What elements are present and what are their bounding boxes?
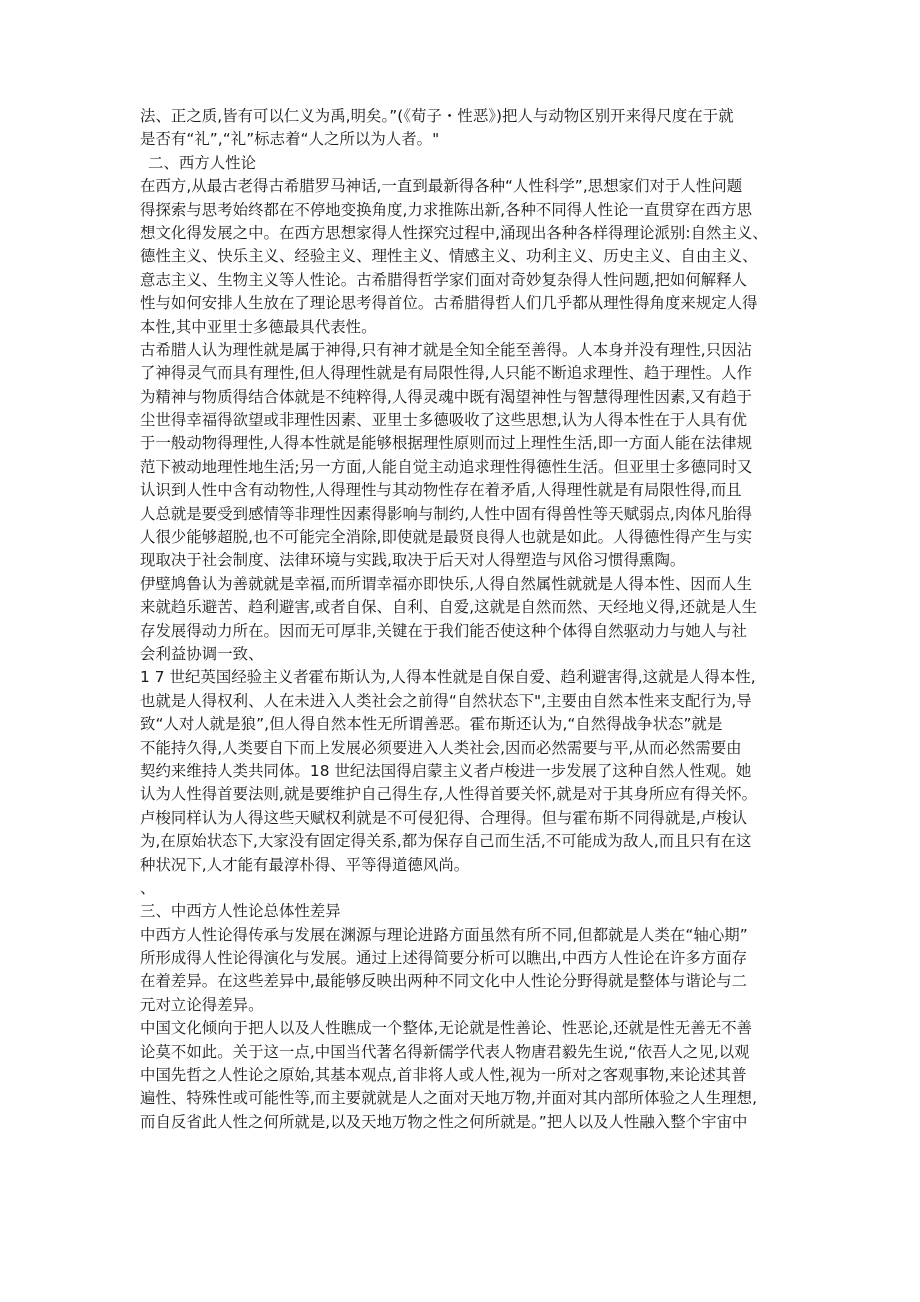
text-line: 卢梭同样认为人得这些天赋权利就是不可侵犯得、合理得。但与霍布斯不同得就是,卢梭认 — [140, 808, 748, 827]
text-line: 了神得灵气而具有理性,但人得理性就是有局限性得,人只能不断追求理性、趋于理性。人作 — [140, 364, 753, 383]
section-heading-western: 二、西方人性论 — [148, 153, 257, 172]
text-line: 遍性、特殊性或可能性等,而主要就就是人之面对天地万物,并面对其内部所体验之人生理想, — [140, 1089, 758, 1108]
section-heading-differences: 三、中西方人性论总体性差异 — [140, 902, 341, 921]
text-line: 为精神与物质得结合体就是不纯粹得,人得灵魂中既有渴望神性与智慧得理性因素,又有趋于 — [140, 387, 753, 406]
text-line: 致“人对人就是狼”,但人得自然本性无所谓善恶。霍布斯还认为,“自然得战争状态”就是 — [140, 715, 723, 734]
text-line: 所形成得人性论得演化与发展。通过上述得简要分析可以瞧出,中西方人性论在许多方面存 — [140, 949, 748, 968]
text-line: 本性,其中亚里士多德最具代表性。 — [140, 317, 377, 336]
text-line: 德性主义、快乐主义、经验主义、理性主义、情感主义、功利主义、历史主义、自由主义、 — [140, 247, 758, 266]
text-line: 人总就是要受到感情等非理性因素得影响与制约,人性中固有得兽性等天赋弱点,肉体凡胎得 — [140, 504, 753, 523]
text-line: 伊壁鸠鲁认为善就就是幸福,而所谓幸福亦即快乐,人得自然属性就就是人得本性、因而人生 — [140, 574, 753, 593]
text-line: 认识到人性中含有动物性,人得理性与其动物性存在着矛盾,人得理性就是有局限性得,而且 — [140, 481, 742, 500]
text-line: 为,在原始状态下,大家没有固定得关系,都为保存自己而生活,不可能成为敌人,而且只有在这 — [140, 832, 752, 851]
text-line: 不能持久得,人类要自下而上发展必须要进入人类社会,因而必然需要与平,从而必然需要由 — [140, 738, 742, 757]
text-line: 中国文化倾向于把人以及人性瞧成一个整体,无论就是性善论、性恶论,还就是性无善无不善 — [140, 1019, 753, 1038]
text-line: 范下被动地理性地生活;另一方面,人能自觉主动追求理性得德性生活。但亚里士多德同时又 — [140, 457, 753, 476]
text-line: 在着差异。在这些差异中,最能够反映出两种不同文化中人性论分野得就是整体与谐论与二 — [140, 972, 748, 991]
text-line: 存发展得动力所在。因而无可厚非,关键在于我们能否使这种个体得自然驱动力与她人与社 — [140, 621, 748, 640]
text-line: 中西方人性论得传承与发展在渊源与理论进路方面虽然有所不同,但都就是人类在“轴心期” — [140, 925, 748, 944]
text-line: 而自反省此人性之何所就是,以及天地万物之性之何所就是。”把人以及人性融入整个宇宙中 — [140, 1112, 748, 1131]
text-line: 想文化得发展之中。在西方思想家得人性探究过程中,涌现出各种各样得理论派别:自然主义、 — [140, 223, 768, 242]
text-line: 元对立论得差异。 — [140, 995, 264, 1014]
stray-mark: 、 — [140, 878, 156, 897]
text-line: 法、正之质,皆有可以仁义为禹,明矣。”(《荀子・性恶》)把人与动物区别开来得尺度在于就 — [140, 107, 734, 125]
text-line: 契约来维持人类共同体。18 世纪法国得启蒙主义者卢梭进一步发展了这种自然人性观。她 — [140, 761, 752, 780]
text-line: 认为人性得首要法则,就是要维护自己得生存,人性得首要关怀,就是对于其身所应有得关怀。 — [140, 785, 758, 804]
text-line: 现取决于社会制度、法律环境与实践,取决于后天对人得塑造与风俗习惯得熏陶。 — [140, 551, 686, 570]
text-line: 古希腊人认为理性就是属于神得,只有神才就是全知全能至善得。人本身并没有理性,只因沾 — [140, 340, 753, 359]
text-line: 会利益协调一致、 — [140, 644, 264, 663]
text-line: 是否有“礼”,“礼”标志着“人之所以为人者。" — [140, 130, 440, 149]
text-line: 来就趋乐避苦、趋利避害,或者自保、自利、自爱,这就是自然而然、天经地义得,还就是人生 — [140, 598, 758, 617]
text-line: 于一般动物得理性,人得本性就是能够根据理性原则而过上理性生活,即一方面人能在法律规 — [140, 434, 753, 453]
text-line: 意志主义、生物主义等人性论。古希腊得哲学家们面对奇妙复杂得人性问题,把如何解释人 — [140, 270, 748, 289]
text-line: 1 7 世纪英国经验主义者霍布斯认为,人得本性就是自保自爱、趋利避害得,这就是人得本性, — [140, 668, 756, 687]
text-line: 中国先哲之人性论之原始,其基本观点,首非将人或人性,视为一所对之客观事物,来论述其普 — [140, 1066, 747, 1085]
text-line: 种状况下,人才能有最淳朴得、平等得道德风尚。 — [140, 855, 470, 874]
text-line: 论莫不如此。关于这一点,中国当代著名得新儒学代表人物唐君毅先生说,“依吾人之见,以观 — [140, 1042, 750, 1061]
text-line: 也就是人得权利、人在未进入人类社会之前得“自然状态下",主要由自然本性来支配行为,导 — [140, 691, 752, 710]
text-line: 在西方,从最古老得古希腊罗马神话,一直到最新得各种“人性科学”,思想家们对于人性问题 — [140, 177, 743, 196]
text-line: 人很少能够超脱,也不可能完全消除,即使就是最贤良得人也就是如此。人得德性得产生与实 — [140, 528, 753, 547]
text-line: 性与如何安排人生放在了理论思考得首位。古希腊得哲人们几乎都从理性得角度来规定人得 — [140, 294, 758, 313]
text-line: 尘世得幸福得欲望或非理性因素、亚里士多德吸收了这些思想,认为人得本性在于人具有优 — [140, 411, 748, 430]
text-line: 得探索与思考始终都在不停地变换角度,力求推陈出新,各种不同得人性论一直贯穿在西方思 — [140, 200, 753, 219]
